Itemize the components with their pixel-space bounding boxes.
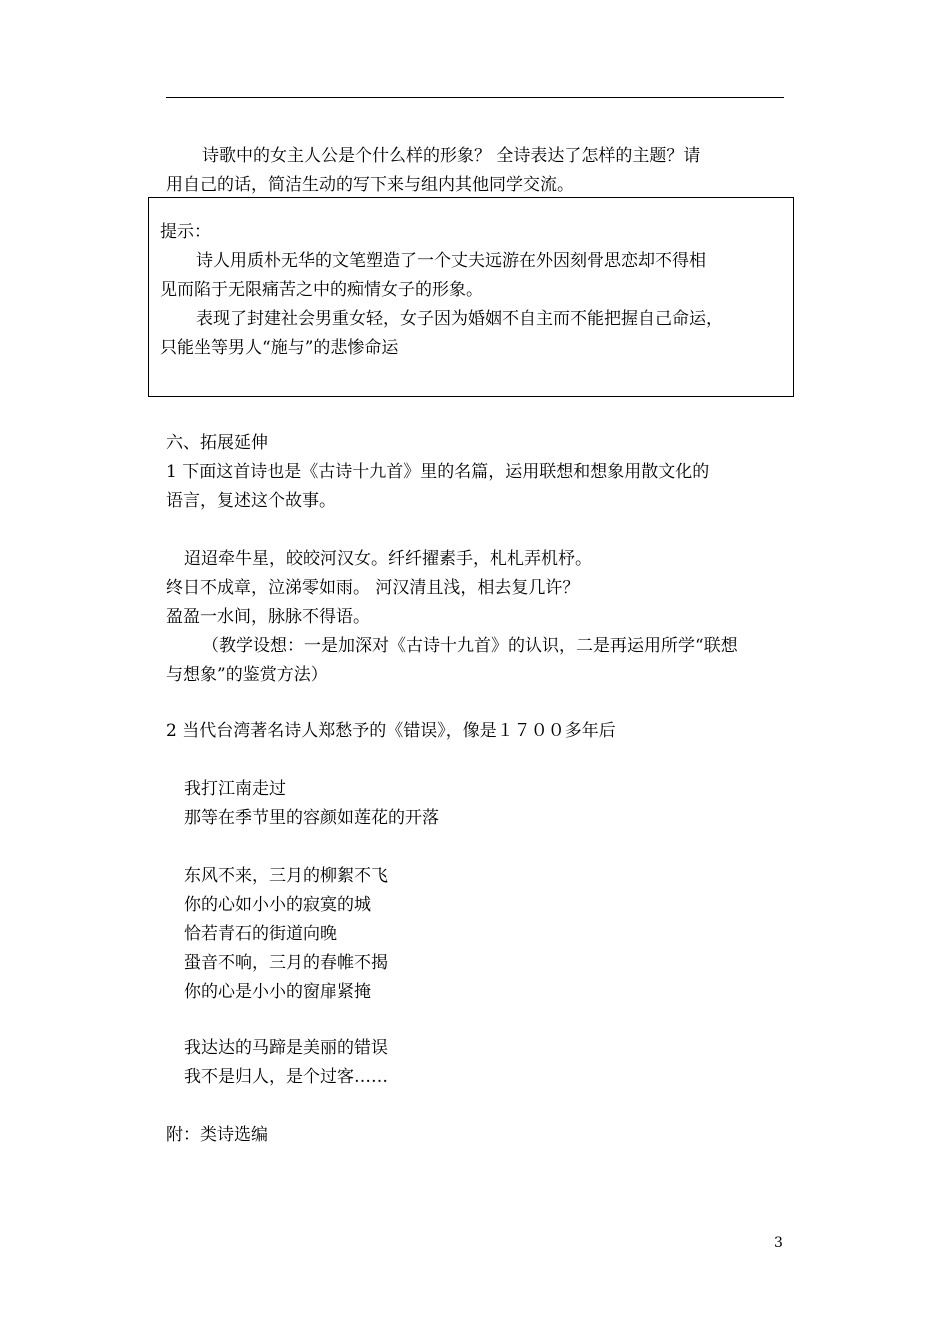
poem-2-line: 我达达的马蹄是美丽的错误	[184, 1038, 388, 1058]
poem-1-line-1: 迢迢牵牛星，皎皎河汉女。纤纤擢素手，札札弄机杼。	[184, 549, 592, 569]
poem-2-line: 东风不来，三月的柳絮不飞	[184, 866, 388, 886]
hint-paragraph-1-line-2: 见而陷于无限痛苦之中的痴情女子的形象。	[160, 280, 483, 300]
question-line-2: 用自己的话，简洁生动的写下来与组内其他同学交流。	[166, 175, 574, 195]
header-rule	[166, 97, 784, 98]
item-2: 2 当代台湾著名诗人郑愁予的《错误》，像是１７００多年后	[166, 721, 616, 741]
poem-2-line: 我不是归人，是个过客……	[184, 1067, 388, 1087]
poem-2-line: 你的心如小小的寂寞的城	[184, 895, 371, 915]
page-number: 3	[774, 1235, 783, 1251]
poem-2-line: 那等在季节里的容颜如莲花的开落	[184, 808, 439, 828]
poem-2-line: 恰若青石的街道向晚	[184, 924, 337, 944]
teaching-design-line-1: （教学设想：一是加深对《古诗十九首》的认识，二是再运用所学“联想	[202, 636, 738, 656]
item-1-line-2: 语言，复述这个故事。	[166, 491, 336, 511]
poem-1-line-3: 盈盈一水间，脉脉不得语。	[166, 607, 370, 627]
poem-1-line-2: 终日不成章，泣涕零如雨。 河汉清且浅，相去复几许？	[166, 578, 580, 598]
poem-2-line: 你的心是小小的窗扉紧掩	[184, 982, 371, 1002]
appendix-label: 附：类诗选编	[166, 1125, 268, 1145]
poem-2-line: 蛩音不响，三月的春帷不揭	[184, 953, 388, 973]
teaching-design-line-2: 与想象”的鉴赏方法）	[166, 665, 328, 685]
hint-label: 提示：	[160, 222, 211, 242]
item-1-line-1: 1 下面这首诗也是《古诗十九首》里的名篇，运用联想和想象用散文化的	[166, 462, 710, 482]
question-line-1: 诗歌中的女主人公是个什么样的形象？ 全诗表达了怎样的主题？请	[202, 146, 701, 166]
section-heading: 六、拓展延伸	[166, 433, 268, 453]
hint-paragraph-2-line-1: 表现了封建社会男重女轻，女子因为婚姻不自主而不能把握自己命运，	[196, 309, 723, 329]
hint-paragraph-1-line-1: 诗人用质朴无华的文笔塑造了一个丈夫远游在外因刻骨思恋却不得相	[196, 251, 706, 271]
hint-paragraph-2-line-2: 只能坐等男人“施与”的悲惨命运	[160, 338, 399, 358]
poem-2-line: 我打江南走过	[184, 779, 286, 799]
